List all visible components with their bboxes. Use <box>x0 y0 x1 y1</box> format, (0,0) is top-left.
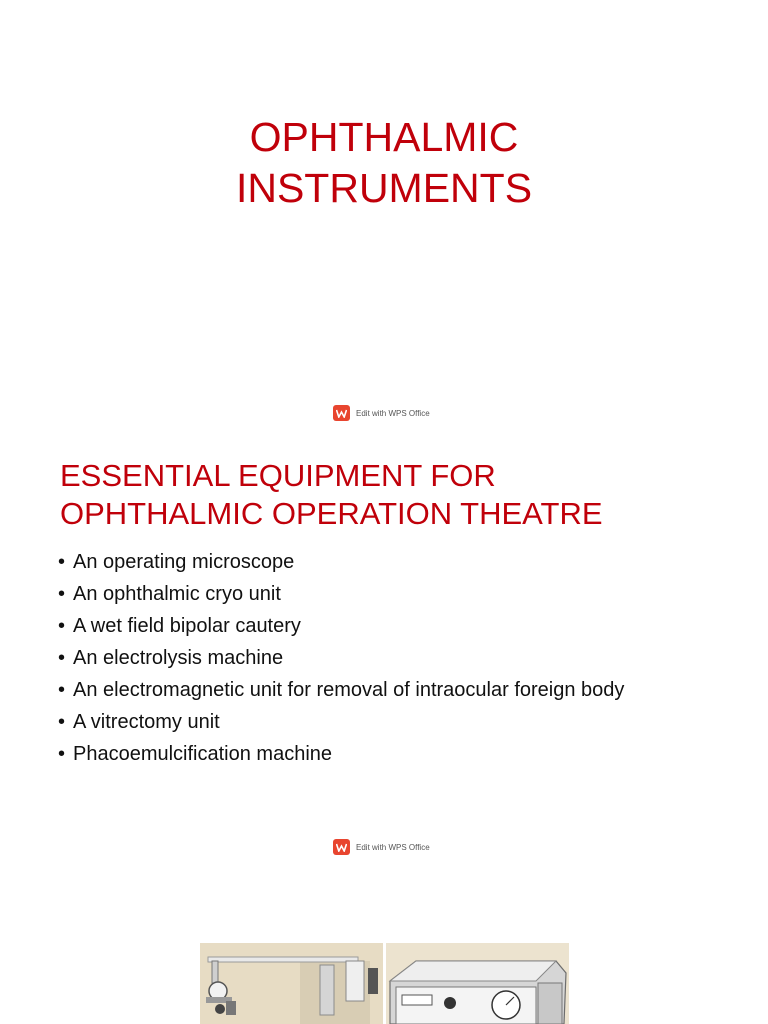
list-item: • An operating microscope <box>58 551 295 573</box>
slide-heading <box>60 457 750 533</box>
cryo-unit-image <box>386 943 569 1024</box>
wps-logo-icon <box>333 405 350 421</box>
list-item: • An ophthalmic cryo unit <box>58 583 281 605</box>
title-line-1: OPHTHALMIC <box>249 114 519 160</box>
wps-watermark[interactable] <box>333 839 430 855</box>
heading-line-2: OPHTHALMIC OPERATION THEATRE <box>60 496 603 531</box>
slide-title <box>0 112 768 214</box>
wps-logo-icon <box>333 839 350 855</box>
heading-line-1: ESSENTIAL EQUIPMENT FOR <box>60 458 496 493</box>
list-item: • An electrolysis machine <box>58 647 284 669</box>
list-item: • An electromagnetic unit for removal of intraocular foreign body <box>58 679 625 701</box>
list-item: • Phacoemulcification machine <box>58 743 333 765</box>
operating-microscope-image <box>200 943 383 1024</box>
equipment-list <box>58 546 748 770</box>
wps-watermark-text: Edit with WPS Office <box>356 408 430 418</box>
wps-watermark[interactable] <box>333 405 430 421</box>
list-item: • A vitrectomy unit <box>58 711 220 733</box>
wps-watermark-text: Edit with WPS Office <box>356 842 430 852</box>
list-item: • A wet field bipolar cautery <box>58 615 301 637</box>
title-line-2: INSTRUMENTS <box>235 165 533 211</box>
equipment-photos <box>200 943 569 1024</box>
